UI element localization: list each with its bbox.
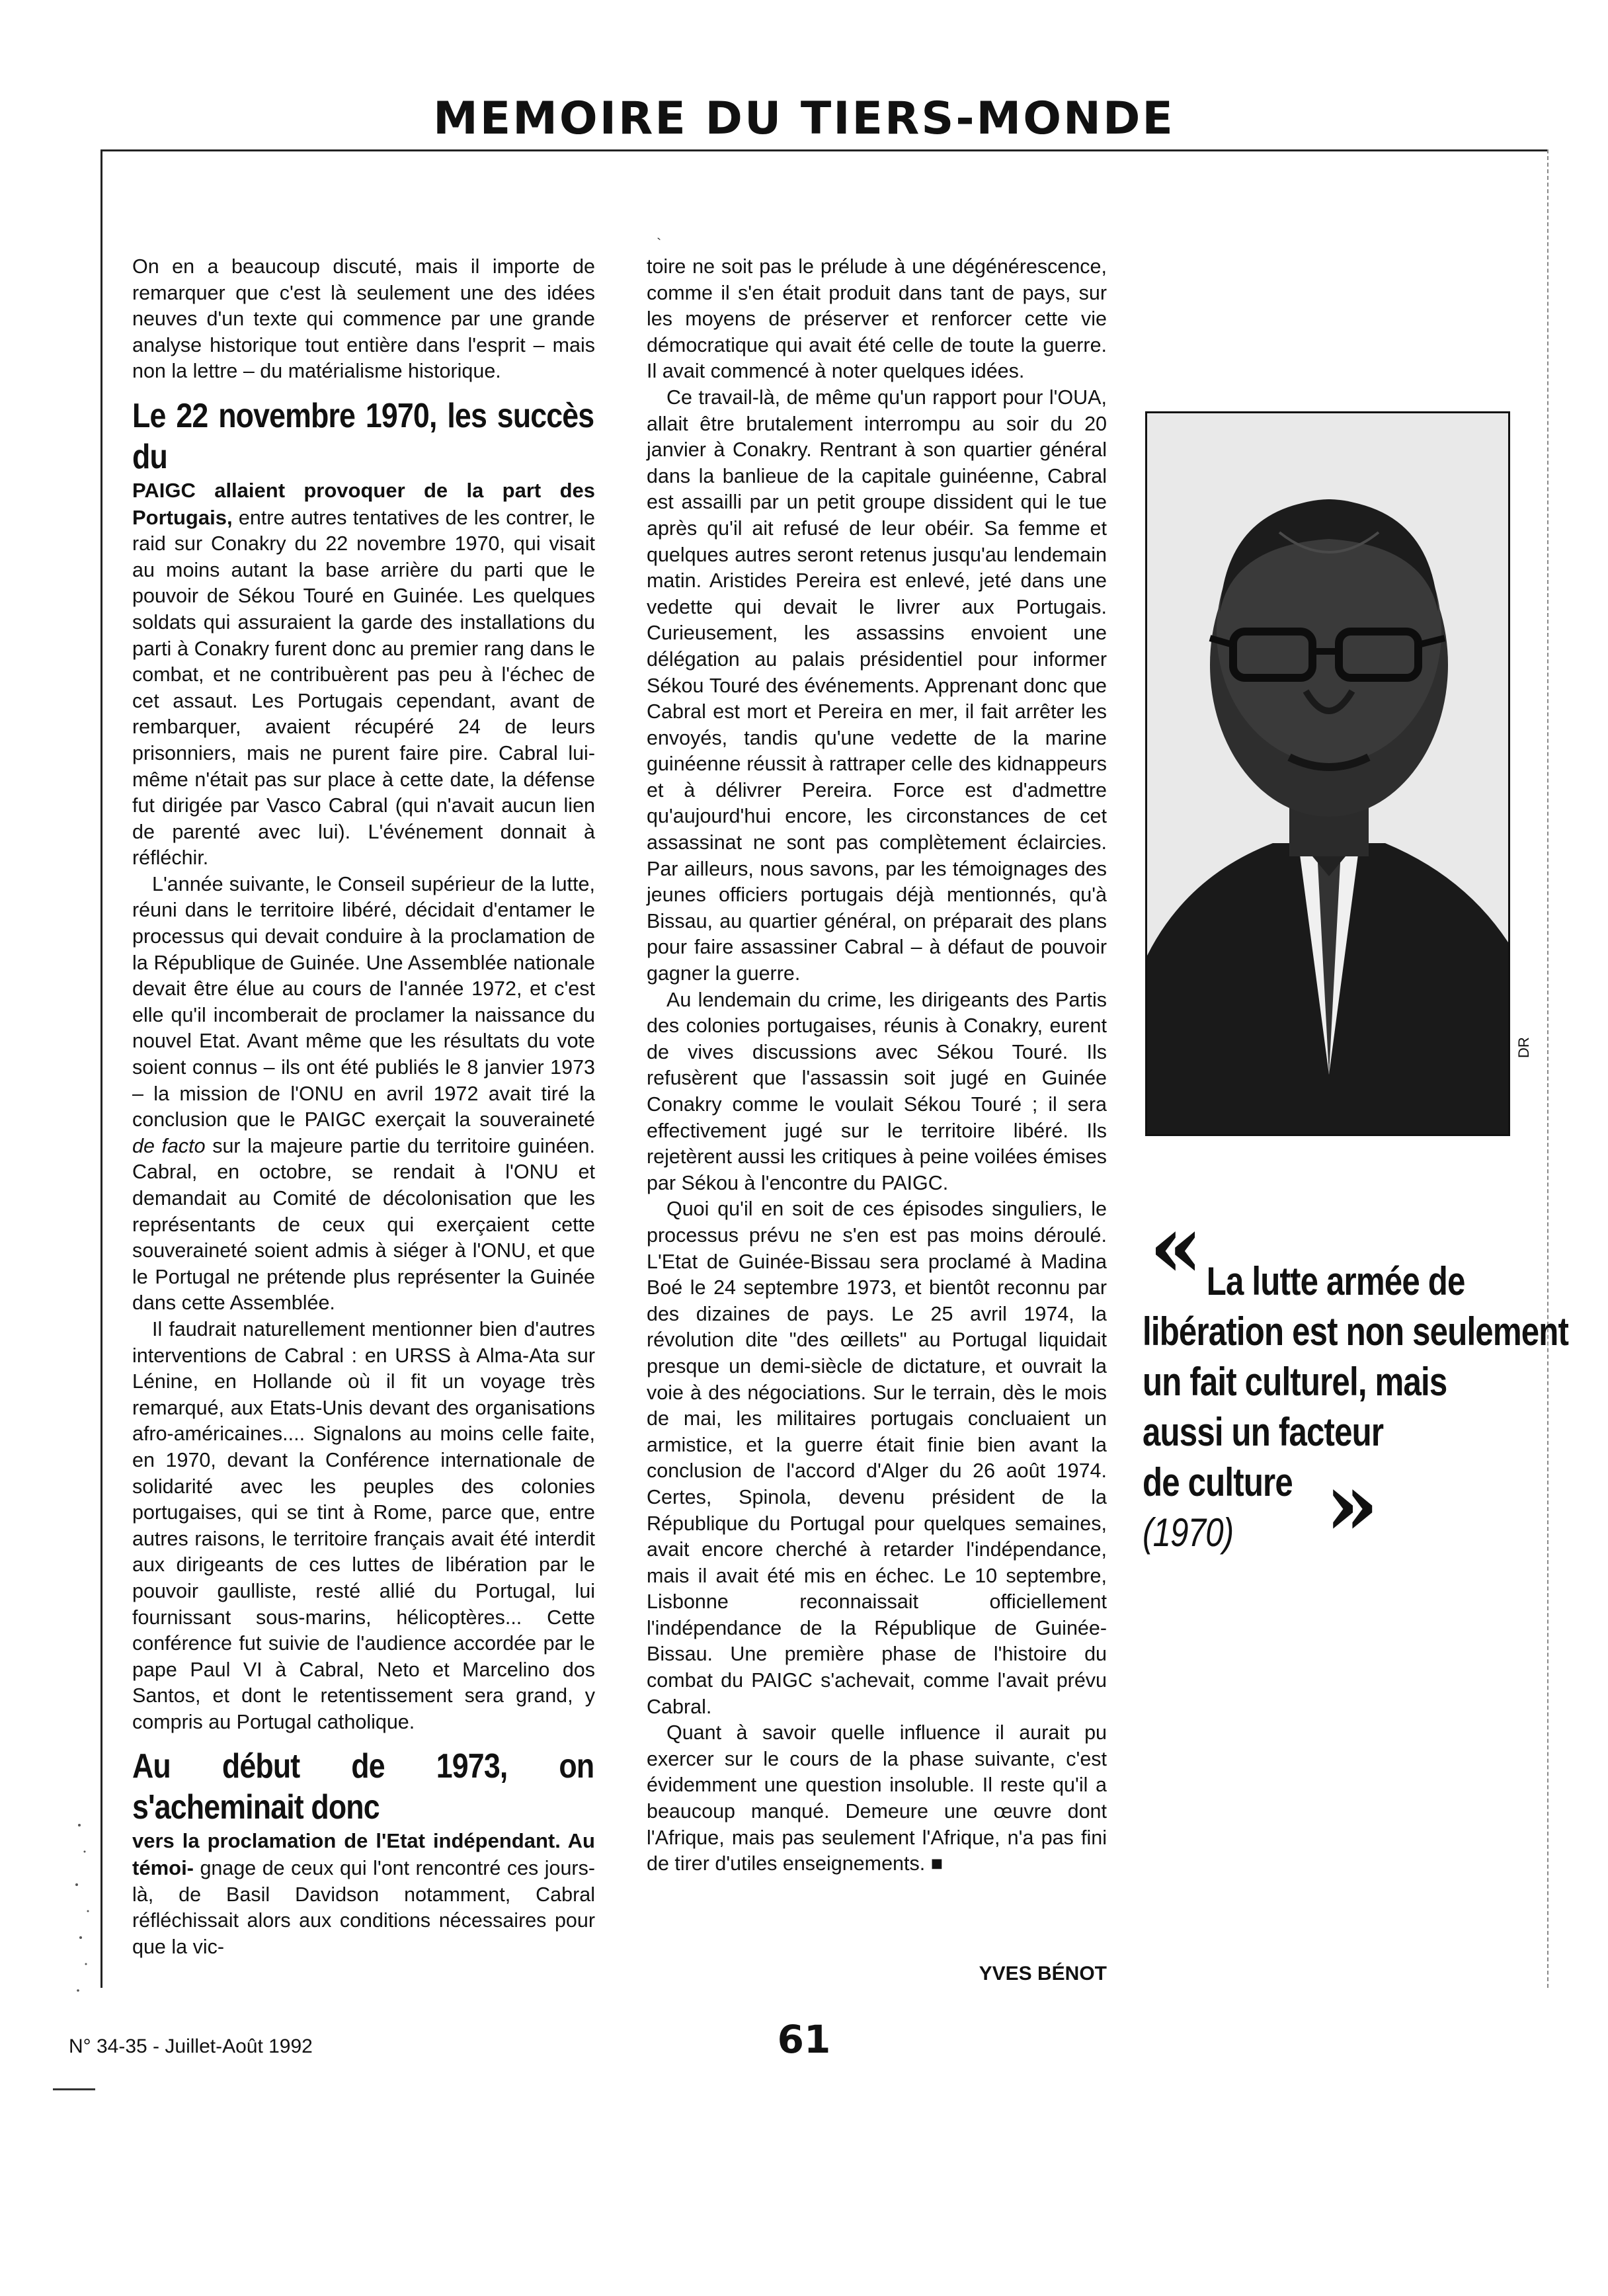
frame-right-rule xyxy=(1547,149,1548,1988)
paragraph: vers la proclamation de l'Etat indépendant. Au témoi- gnage de ceux qui l'ont rencontré ces jours-là, de Basil Davidson notamment, Cabral réfléchissait alors aux conditions nécessaires pour que la vic- xyxy=(132,1829,595,1958)
subheading-large: Le 22 novembre 1970, les succès du xyxy=(132,396,594,476)
masthead-title: MEMOIRE DU TIERS-MONDE xyxy=(433,93,1175,145)
subheading-large: Au début de 1973, on s'acheminait donc xyxy=(132,1747,594,1827)
frame-top-rule xyxy=(100,149,1548,151)
stray-mark: ` xyxy=(657,235,662,252)
frame-left-rule xyxy=(100,149,102,1988)
page-number: 61 xyxy=(777,2017,831,2062)
pull-quote-line: un fait culturel, mais xyxy=(1143,1360,1447,1404)
pull-quote-line: La lutte armée de xyxy=(1206,1259,1465,1303)
paragraph: Au lendemain du crime, les dirigeants des Partis des colonies portugaises, réunis à Conakry, eurent de vives discussions avec Sékou Touré. Ils refusèrent que l'assassin soit jugé en Guinée Conakry comme le voulait Sékou Touré ; il sera effectivement jugé sur le territoire libéré. Ils rejetèrent aussi les critiques à peine voilées émises par Sékou à l'encontre du PAIGC. xyxy=(647,988,1107,1194)
subheading-small: vers la proclamation de l'Etat indépendant. Au témoi- xyxy=(132,1829,595,1880)
pull-quote-line: de culture xyxy=(1143,1460,1293,1504)
paragraph: Il faudrait naturellement mentionner bien d'autres interventions de Cabral : en URSS à Alma-Ata sur Lénine, en Hollande où il fit un voyage très remarqué, aux Etats-Unis devant des organisations afro-américaines.... Signalons au moins celle faite, en 1970, devant la Conférence internationale de solidarité avec les peuples des colonies portugaises, qui se tint à Rome, parce que, entre autres raisons, le territoire français avait été interdit aux dirigeants de ces luttes de libération par le pouvoir gaulliste, resté allié du Portugal, lui fournissant sous-marins, hélicoptères... Cette conférence fut suivie de l'audience accordée par le pape Paul VI à Cabral, Neto et Marcelino dos Santos, et dont le retentissement sera grand, y compris au Portugal catholique. xyxy=(132,1317,595,1733)
pull-quote-line: aussi un facteur xyxy=(1143,1410,1384,1454)
open-quote-mark: « xyxy=(1149,1196,1203,1297)
paragraph: L'année suivante, le Conseil supérieur de la lutte, réuni dans le territoire libéré, décidait d'entamer le processus qui devait conduire à la proclamation de la République de Guinée. Une Assemblée nationale devait être élue au cours de l'année 1972, et c'est elle qu'il incomberait de proclamer la naissance du nouvel Etat. Avant même que les résultats du vote soient connus – ils ont été publiés le 8 janvier 1973 – la mission de l'ONU en avril 1972 avait tiré la conclusion que le PAIGC exerçait la souveraineté de facto sur la majeure partie du territoire guinéen. Cabral, en octobre, se rendait à l'ONU et demandait au Comité de décolonisation que les représentants de ceux qui exerçaient cette souveraineté soient admis à siéger à l'ONU, et que le Portugal ne prétende plus représenter la Guinée dans cette Assemblée. xyxy=(132,872,595,1315)
issue-info: N° 34-35 - Juillet-Août 1992 xyxy=(69,2035,313,2057)
article-column-2 xyxy=(647,254,1107,1877)
article-column-1 xyxy=(132,254,595,1960)
portrait-illustration xyxy=(1147,413,1508,1134)
paragraph: Quoi qu'il en soit de ces épisodes singuliers, le processus prévu ne s'en est pas moins déroulé. L'Etat de Guinée-Bissau sera proclamé à Madina Boé le 24 septembre 1973, et bientôt reconnu par des dizaines de pays. Le 25 avril 1974, la révolution dite "des œillets" au Portugal liquidait presque un demi-siècle de dictature, et ouvrait la voie à des négociations. Sur le terrain, dès le mois de mai, les militaires portugais concluaient un armistice, et la guerre était finie bien avant la conclusion de l'accord d'Alger du 26 août 1974. Certes, Spinola, devenu président de la République du Portugal pour quelques semaines, avait encore cherché à retarder l'indépendance, mais il avait été mis en échec. Le 10 septembre, Lisbonne reconnaissait officiellement l'indépendance de la République de Guinée-Bissau. Une première phase de l'histoire du combat du PAIGC s'achevait, comme l'avait prévu Cabral. xyxy=(647,1198,1107,1718)
paragraph: Quant à savoir quelle influence il aurait pu exercer sur le cours de la phase suivante, c'est évidemment une question insoluble. Il reste qu'il a beaucoup manqué. Demeure une œuvre dont l'Afrique, mais pas seulement l'Afrique, n'a pas fini de tirer d'utiles enseignements. ■ xyxy=(647,1721,1107,1875)
paragraph: Ce travail-là, de même qu'un rapport pour l'OUA, allait être brutalement interrompu au soir du 20 janvier à Conakry. Rentrant à son quartier général dans la banlieue de la capitale guinéenne, Cabral est assailli par un petit groupe dissident qui le tue après qu'il ait refusé de leur obéir. Sa femme et quelques autres seront retenus jusqu'au lendemain matin. Aristides Pereira est enlevé, jeté dans une vedette qui devait le livrer aux Portugais. Curieusement, les assassins envoient une délégation au palais présidentiel pour informer Sékou Touré des événements. Apprenant donc que Cabral est mort et Pereira en mer, il fait arrêter les envoyés, tandis qu'une vedette de la marine guinéenne réussit à rattraper celle des kidnappeurs et à délivrer Pereira. Force est d'admettre qu'aujourd'hui encore, les circonstances de cet assassinat ne sont pas complètement éclaircies. Par ailleurs, nous savons, par les témoignages des jeunes officiers portugais déjà mentionnés, qu'à Bissau, au quartier général, on préparait des plans pour faire assassiner Cabral – à défaut de pouvoir gagner la guerre. xyxy=(647,386,1107,985)
end-mark: ■ xyxy=(930,1852,944,1875)
portrait-photo xyxy=(1145,411,1510,1136)
italic-term: de facto xyxy=(132,1134,206,1157)
author-signature: YVES BÉNOT xyxy=(979,1963,1107,1985)
close-quote-mark: » xyxy=(1325,1454,1379,1555)
scan-speckles xyxy=(71,1812,98,2010)
pull-quote-year: (1970) xyxy=(1143,1510,1234,1555)
footer-dash xyxy=(53,2088,95,2090)
pull-quote-line: libération est non seulement xyxy=(1143,1309,1569,1354)
subheading-small: PAIGC allaient provoquer de la part des Portugais, xyxy=(132,478,595,529)
paragraph: On en a beaucoup discuté, mais il importe de remarquer que c'est là seulement une des idées neuves d'un texte qui commence par une grande analyse historique tout entière dans l'esprit – mais non la lettre – du matérialisme historique. xyxy=(132,255,595,383)
paragraph: PAIGC allaient provoquer de la part des Portugais, entre autres tentatives de les contrer, le raid sur Conakry du 22 novembre 1970, qui visait au moins autant la base arrière du parti que le pouvoir de Sékou Touré en Guinée. Les quelques soldats qui assuraient la garde des installations du parti à Conakry furent donc au premier rang dans le combat, et ne contribuèrent pas peu à l'échec de cet assaut. Les Portugais cependant, avant de rembarquer, avaient récupéré 24 de leurs prisonniers, mais ne purent faire pire. Cabral lui-même n'était pas sur place à cette date, la défense fut dirigée par Vasco Cabral (qui n'avait aucun lien de parenté avec lui). L'événement donnait à réfléchir. xyxy=(132,478,595,870)
paragraph: toire ne soit pas le prélude à une dégénérescence, comme il s'en était produit dans tant de pays, sur les moyens de préserver et renforcer cette vie démocratique qui avait été celle de toute la guerre. Il avait commencé à noter quelques idées. xyxy=(647,255,1107,383)
photo-credit: DR xyxy=(1515,1037,1532,1058)
